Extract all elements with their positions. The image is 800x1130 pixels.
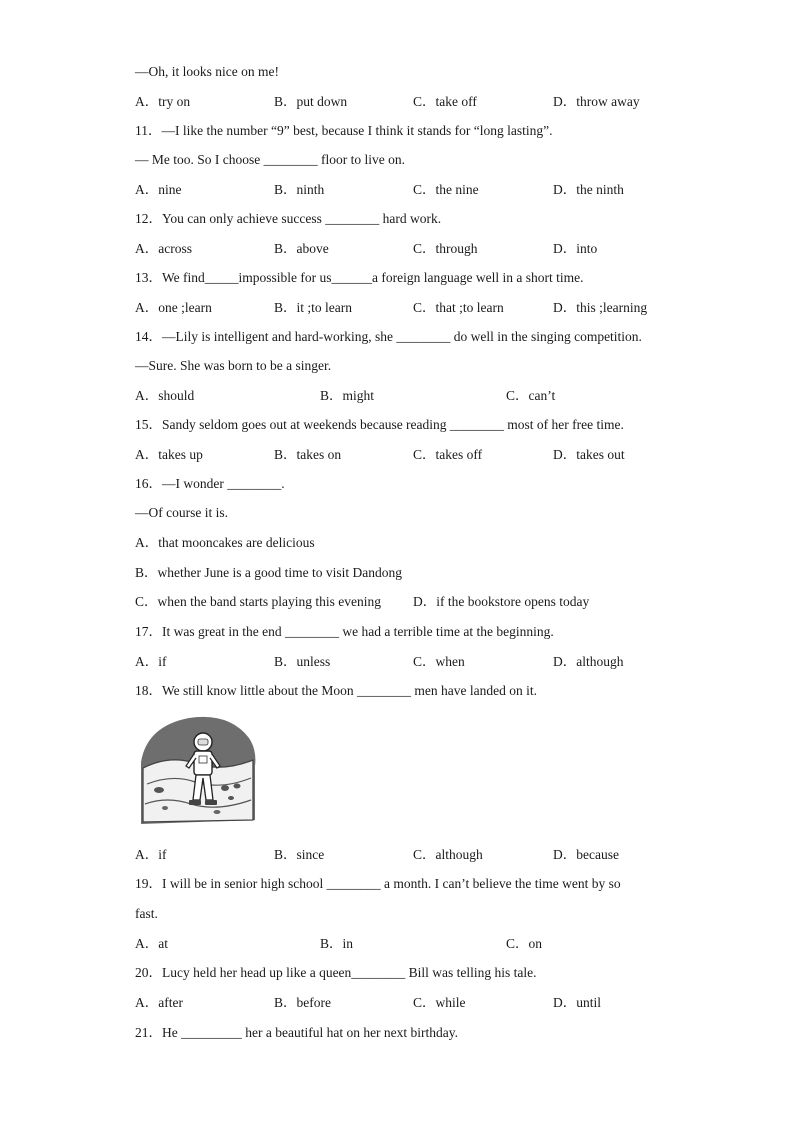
question-11: 11．—I like the number “9” best, because I think it stands for “long lasting”.: [135, 123, 553, 138]
question-19: 19．I will be in senior high school ________ a month. I can’t believe the time went by so: [135, 876, 621, 891]
option-d: D．takes out: [553, 447, 625, 462]
option-b: B．unless: [274, 654, 331, 669]
option-b: B．whether June is a good time to visit Dandong: [135, 565, 402, 580]
option-d: D．because: [553, 847, 619, 862]
option-a: A．if: [135, 847, 167, 862]
option-c: C．on: [506, 936, 543, 951]
option-c: C．the nine: [413, 182, 479, 197]
option-d: D．although: [553, 654, 624, 669]
dialogue-line: —Oh, it looks nice on me!: [135, 64, 279, 79]
question-13: 13．We find_____impossible for us______a foreign language well in a short time.: [135, 270, 584, 285]
question-20: 20．Lucy held her head up like a queen________ Bill was telling his tale.: [135, 965, 537, 980]
question-21: 21．He _________ her a beautiful hat on her next birthday.: [135, 1025, 459, 1040]
option-c: C．when the band starts playing this evening: [135, 594, 381, 609]
option-c: C．takes off: [413, 447, 483, 462]
question-12: 12．You can only achieve success ________ hard work.: [135, 211, 442, 226]
option-a: A．takes up: [135, 447, 203, 462]
question-17: 17．It was great in the end ________ we had a terrible time at the beginning.: [135, 624, 554, 639]
option-c: C．although: [413, 847, 483, 862]
option-d: D．this ;learning: [553, 300, 648, 315]
option-c: C．can’t: [506, 388, 556, 403]
question-16-reply: —Of course it is.: [135, 505, 228, 520]
option-a: A．one ;learn: [135, 300, 212, 315]
option-c: C．through: [413, 241, 478, 256]
question-19-cont: fast.: [135, 906, 158, 921]
option-b: B．put down: [274, 94, 348, 109]
question-14-reply: —Sure. She was born to be a singer.: [135, 358, 332, 373]
option-c: C．that ;to learn: [413, 300, 504, 315]
option-b: B．ninth: [274, 182, 325, 197]
option-a: A．should: [135, 388, 195, 403]
option-b: B．before: [274, 995, 331, 1010]
question-18: 18．We still know little about the Moon ________ men have landed on it.: [135, 683, 537, 698]
option-b: B．might: [320, 388, 375, 403]
option-d: D．until: [553, 995, 602, 1010]
option-a: A．try on: [135, 94, 191, 109]
option-b: B．it ;to learn: [274, 300, 352, 315]
question-15: 15．Sandy seldom goes out at weekends because reading ________ most of her free time.: [135, 417, 624, 432]
option-a: A．across: [135, 241, 192, 256]
question-14: 14．—Lily is intelligent and hard-working, she ________ do well in the singing competition.: [135, 329, 642, 344]
option-c: C．when: [413, 654, 465, 669]
question-11-reply: — Me too. So I choose ________ floor to live on.: [135, 152, 405, 167]
option-a: A．nine: [135, 182, 182, 197]
option-d: D．the ninth: [553, 182, 624, 197]
option-a: A．that mooncakes are delicious: [135, 535, 315, 550]
option-b: B．above: [274, 241, 329, 256]
astronaut-moon-illustration: [137, 708, 259, 830]
option-a: A．if: [135, 654, 167, 669]
option-a: A．after: [135, 995, 183, 1010]
option-d: D．if the bookstore opens today: [413, 594, 590, 609]
question-16: 16．—I wonder ________.: [135, 476, 285, 491]
option-c: C．while: [413, 995, 466, 1010]
option-d: D．into: [553, 241, 598, 256]
option-c: C．take off: [413, 94, 477, 109]
option-b: B．since: [274, 847, 325, 862]
option-b: B．in: [320, 936, 354, 951]
option-a: A．at: [135, 936, 168, 951]
option-d: D．throw away: [553, 94, 640, 109]
option-b: B．takes on: [274, 447, 342, 462]
